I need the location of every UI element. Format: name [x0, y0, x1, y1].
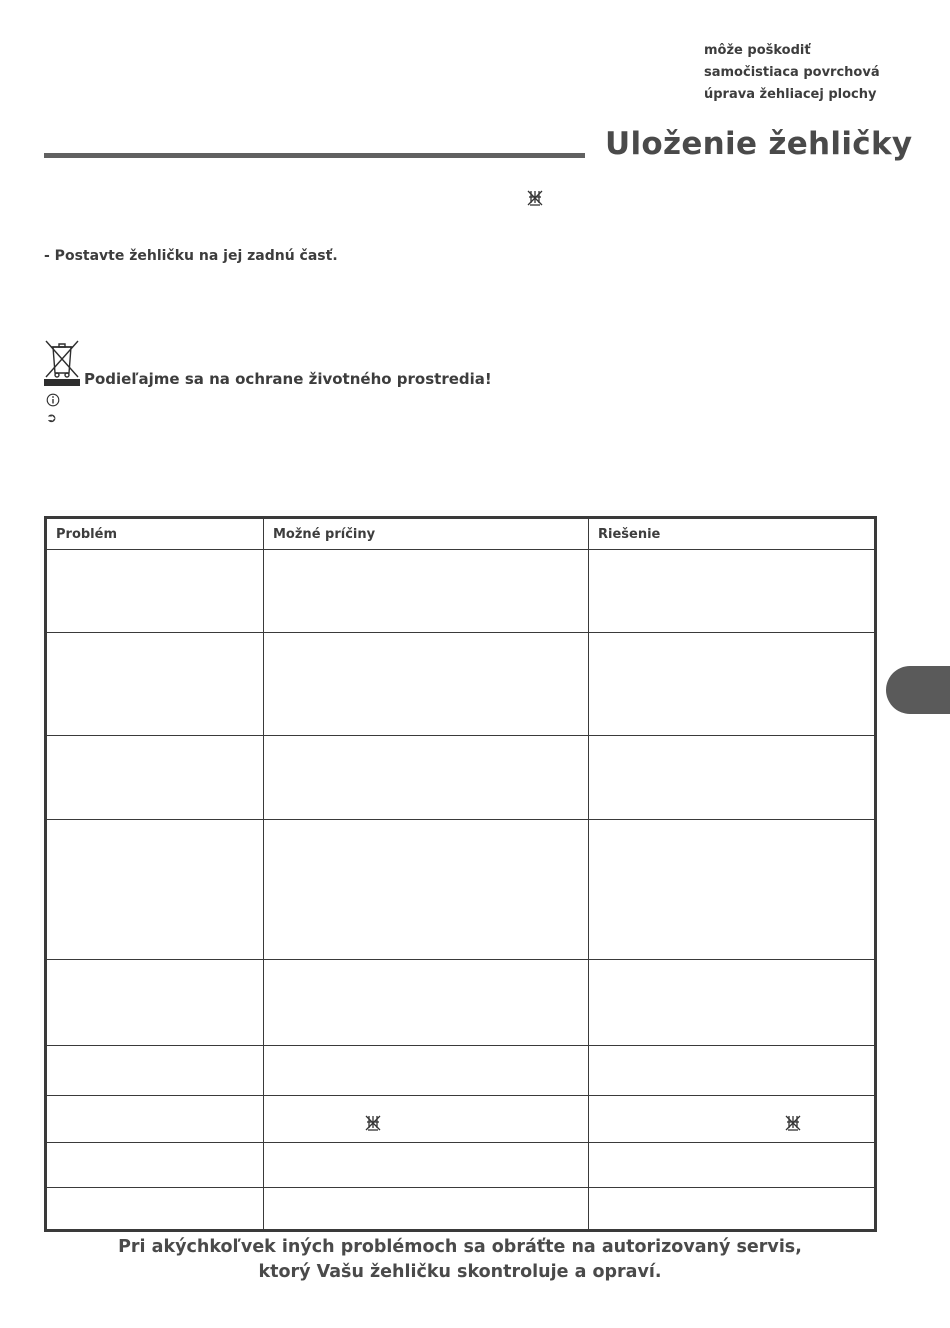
- info-icon: [46, 393, 60, 407]
- table-row: [46, 550, 876, 633]
- table-row: [46, 1096, 876, 1143]
- table-row: [46, 633, 876, 736]
- column-header-problem: Problém: [46, 518, 264, 550]
- table-row: [46, 1188, 876, 1231]
- footer-line-2: ktorý Vašu žehličku skontroluje a opraví.: [258, 1262, 662, 1282]
- column-header-solution: Riešenie: [589, 518, 876, 550]
- footer-line-1: Pri akýchkoľvek iných problémoch sa obráťte na autorizovaný servis,: [118, 1237, 802, 1257]
- troubleshooting-table: [44, 516, 877, 1232]
- arrow-right-icon: ➲: [46, 411, 57, 426]
- column-header-causes: Možné príčiny: [264, 518, 589, 550]
- table-row: [46, 960, 876, 1046]
- language-tab-marker: [886, 666, 950, 714]
- top-note: [704, 40, 880, 106]
- section-rule: [44, 153, 585, 158]
- storage-step: - Postavte žehličku na jej zadnú časť.: [44, 248, 338, 264]
- table-row: [46, 820, 876, 960]
- table-row: [46, 1143, 876, 1188]
- top-note-line-3: úprava žehliacej plochy: [704, 87, 877, 102]
- table-header-row: [46, 518, 876, 550]
- page-title: Uloženie žehličky: [605, 126, 913, 162]
- steam-crossed-icon: [364, 1114, 382, 1132]
- top-note-line-1: môže poškodiť: [704, 43, 811, 58]
- crossed-bin-icon: [43, 339, 81, 387]
- footer-note: [0, 1235, 920, 1285]
- steam-crossed-icon: [526, 189, 544, 207]
- table-row: [46, 1046, 876, 1096]
- table-row: [46, 736, 876, 820]
- top-note-line-2: samočistiaca povrchová: [704, 65, 880, 80]
- environment-heading: Podieľajme sa na ochrane životného prostredia!: [84, 370, 492, 388]
- steam-crossed-icon: [784, 1114, 802, 1132]
